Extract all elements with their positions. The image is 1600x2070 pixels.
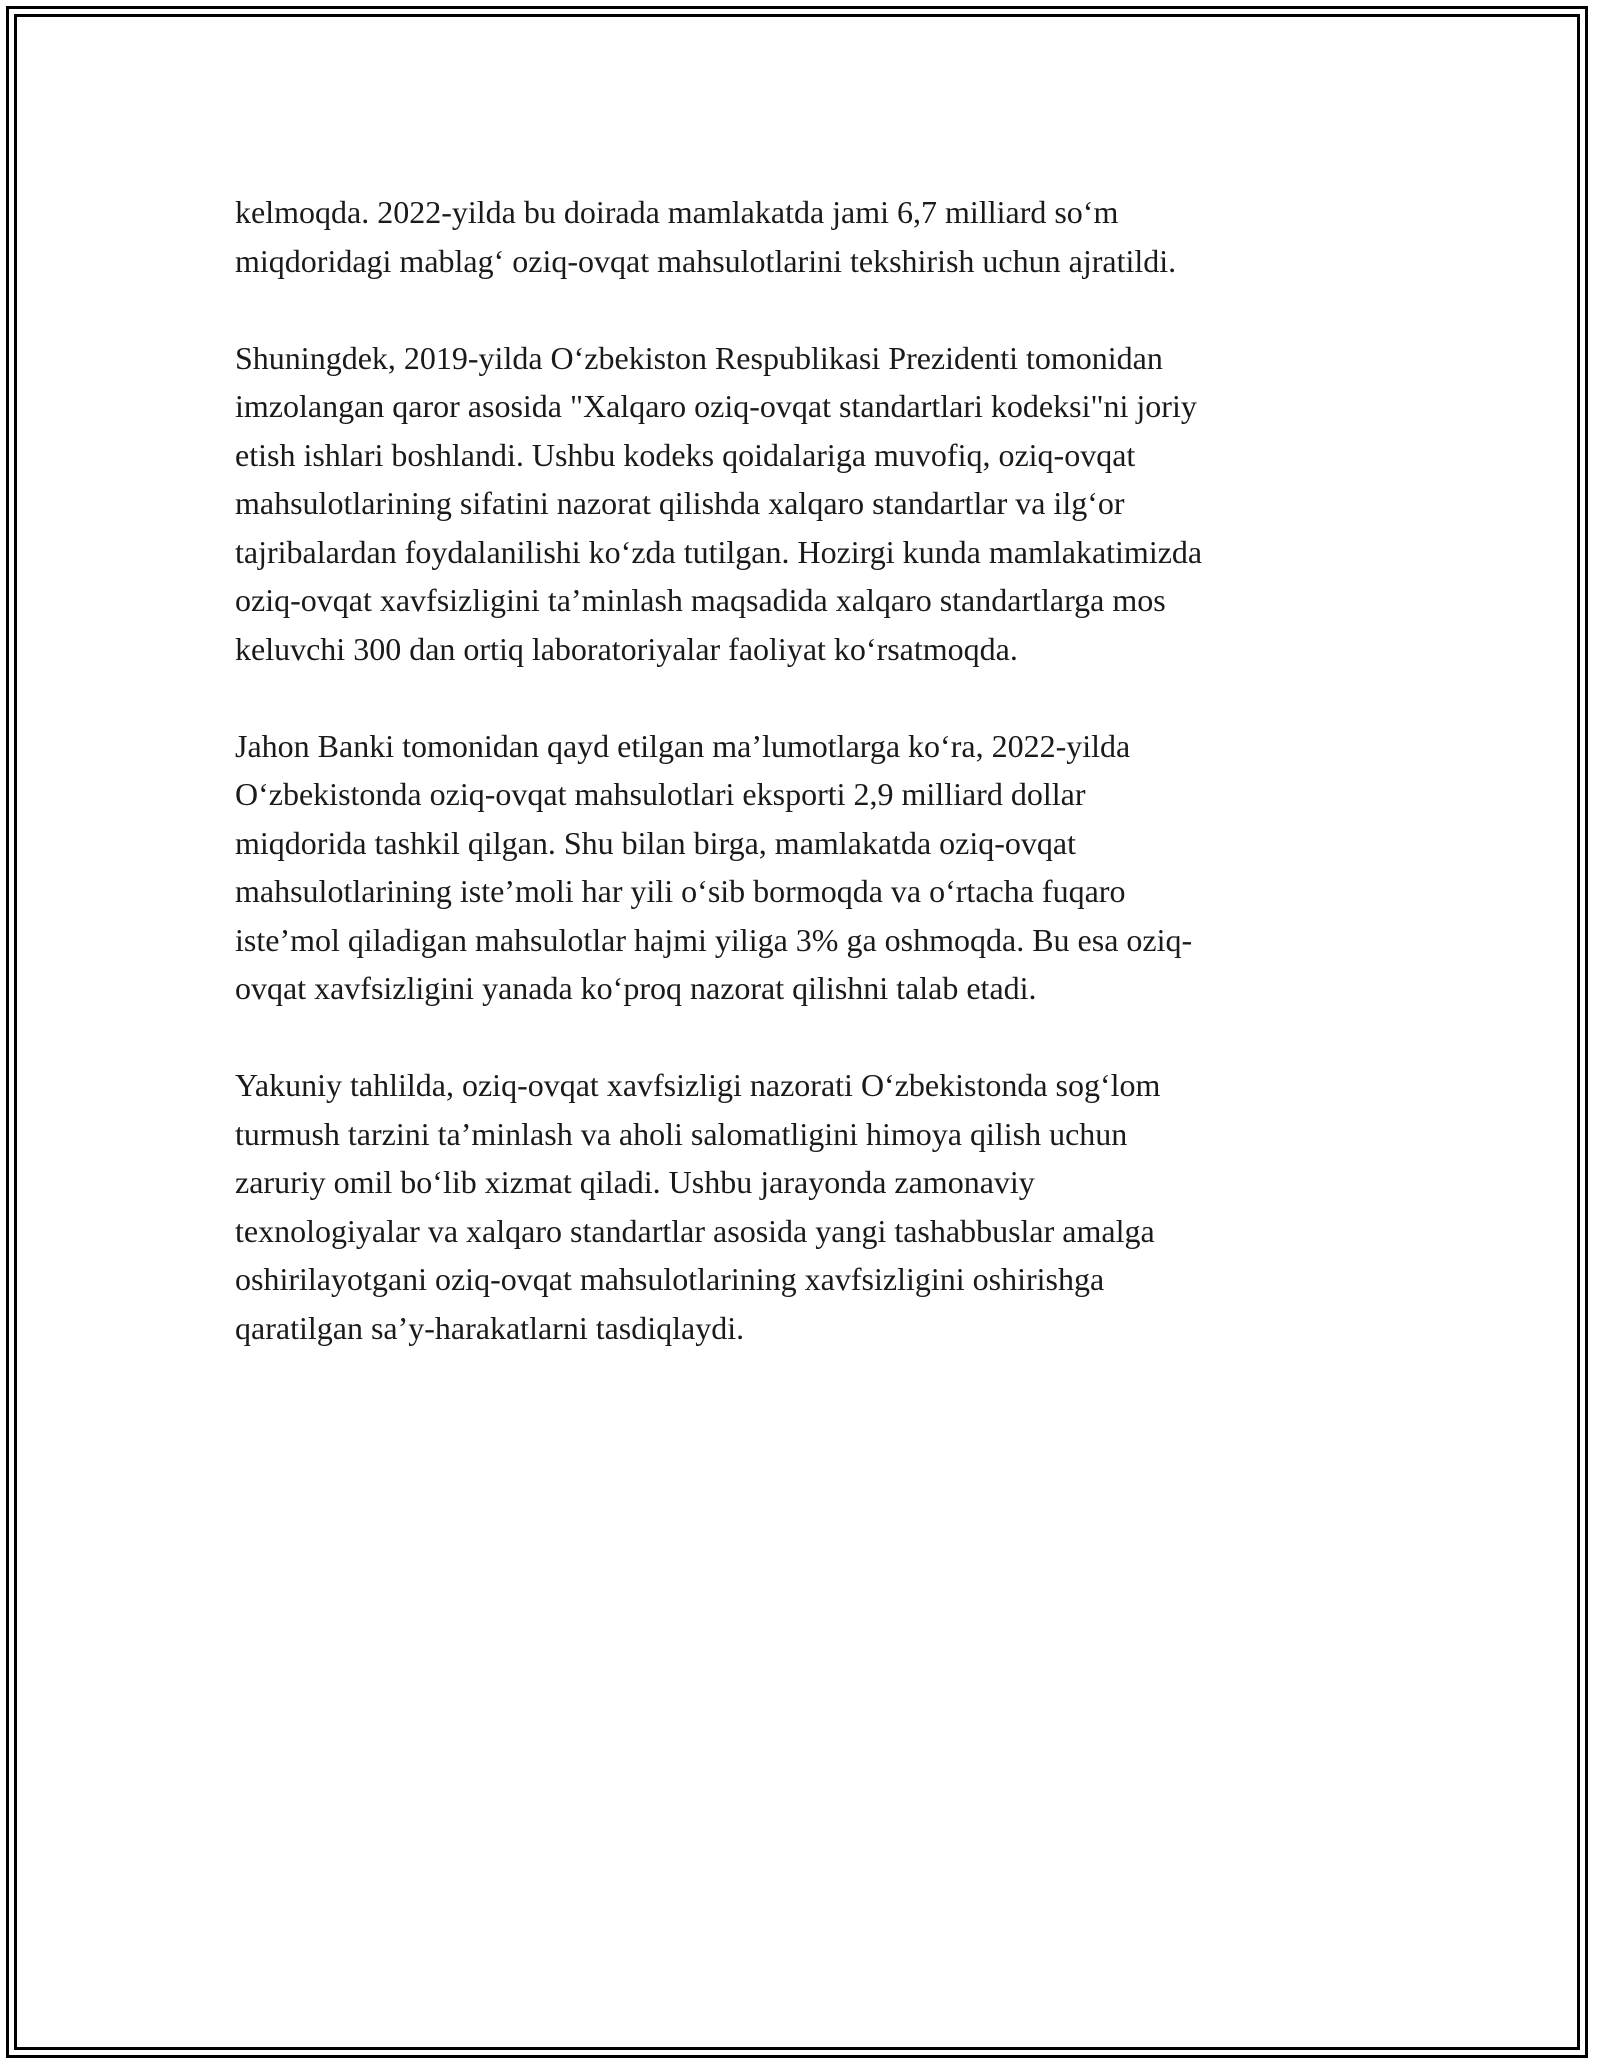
- text-line: oziq-ovqat xavfsizligini ta’minlash maqsadida xalqaro standartlarga mos: [235, 582, 1166, 618]
- text-line: O‘zbekistonda oziq-ovqat mahsulotlari eksporti 2,9 milliard dollar: [235, 776, 1086, 812]
- text-line: oshirilayotgani oziq-ovqat mahsulotlarining xavfsizligini oshirishga: [235, 1261, 1105, 1297]
- text-line: Jahon Banki tomonidan qayd etilgan ma’lumotlarga ko‘ra, 2022-yilda: [235, 727, 1131, 764]
- paragraph-4: [235, 1061, 1365, 1352]
- text-line: imzolangan qaror asosida "Xalqaro oziq-ovqat standartlari kodeksi"ni joriy: [235, 388, 1197, 424]
- text-line: turmush tarzini ta’minlash va aholi salomatligini himoya qilish uchun: [235, 1115, 1128, 1152]
- text-line: keluvchi 300 dan ortiq laboratoriyalar faoliyat ko‘rsatmoqda.: [235, 630, 1018, 667]
- paragraph-1: [235, 188, 1365, 285]
- text-line: mahsulotlarining sifatini nazorat qilishda xalqaro standartlar va ilg‘or: [235, 485, 1125, 521]
- paragraph-2: [235, 334, 1365, 674]
- text-line: texnologiyalar va xalqaro standartlar asosida yangi tashabbuslar amalga: [235, 1212, 1155, 1249]
- text-line: mahsulotlarining iste’moli har yili o‘sib bormoqda va o‘rtacha fuqaro: [235, 873, 1126, 909]
- text-line: ovqat xavfsizligini yanada ko‘proq nazorat qilishni talab etadi.: [235, 970, 1037, 1006]
- document-body: [235, 188, 1365, 1401]
- text-line: kelmoqda. 2022-yilda bu doirada mamlakatda jami 6,7 milliard so‘m: [235, 194, 1119, 230]
- paragraph-3: [235, 722, 1365, 1013]
- text-line: tajribalardan foydalanilishi ko‘zda tutilgan. Hozirgi kunda mamlakatimizda: [235, 533, 1203, 570]
- text-line: miqdorida tashkil qilgan. Shu bilan birga, mamlakatda oziq-ovqat: [235, 824, 1077, 861]
- text-line: Yakuniy tahlilda, oziq-ovqat xavfsizligi nazorati O‘zbekistonda sog‘lom: [235, 1067, 1161, 1103]
- text-line: iste’mol qiladigan mahsulotlar hajmi yiliga 3% ga oshmoqda. Bu esa oziq-: [235, 921, 1193, 958]
- text-line: Shuningdek, 2019-yilda O‘zbekiston Respublikasi Prezidenti tomonidan: [235, 339, 1163, 376]
- text-line: zaruriy omil bo‘lib xizmat qiladi. Ushbu jarayonda zamonaviy: [235, 1164, 1035, 1200]
- text-line: miqdoridagi mablag‘ oziq-ovqat mahsulotlarini tekshirish uchun ajratildi.: [235, 242, 1177, 279]
- text-line: etish ishlari boshlandi. Ushbu kodeks qoidalariga muvofiq, oziq-ovqat: [235, 436, 1136, 473]
- text-line: qaratilgan sa’y-harakatlarni tasdiqlaydi.: [235, 1309, 745, 1346]
